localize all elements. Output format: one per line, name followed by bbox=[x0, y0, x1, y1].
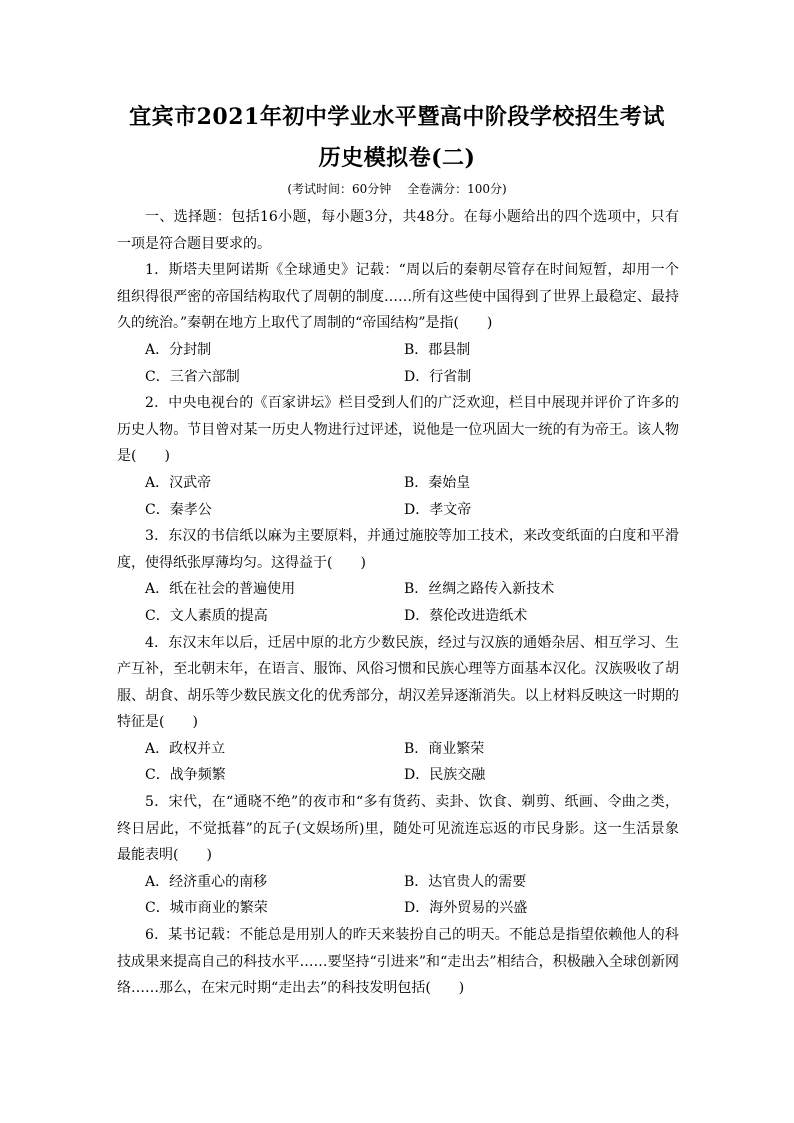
option-row bbox=[117, 364, 679, 391]
option-row bbox=[117, 470, 679, 497]
question-stem: 4．东汉末年以后，迁居中原的北方少数民族，经过与汉族的通婚杂居、相互学习、生产互补，至北朝末年，在语言、服饰、风俗习惯和民族心理等方面基本汉化。汉族吸收了胡服、胡食、胡乐等少数民族文化的优秀部分，胡汉差异逐渐消失。以上材料反映这一时期的特征是( ) bbox=[117, 634, 679, 731]
option-c[interactable]: C．战争频繁 bbox=[145, 767, 226, 784]
option-d[interactable]: D．民族交融 bbox=[404, 767, 486, 784]
option-a[interactable]: A．汉武帝 bbox=[145, 474, 212, 491]
option-c[interactable]: C．秦孝公 bbox=[145, 501, 212, 518]
option-d[interactable]: D．海外贸易的兴盛 bbox=[404, 900, 528, 917]
option-d[interactable]: D．蔡伦改进造纸术 bbox=[404, 607, 528, 624]
option-b[interactable]: B．商业繁荣 bbox=[404, 740, 485, 757]
option-row bbox=[117, 603, 679, 630]
question-stem: 3．东汉的书信纸以麻为主要原料，并通过施胶等加工技术，来改变纸面的白度和平滑度，使得纸张厚薄均匀。这得益于( ) bbox=[117, 528, 679, 571]
option-d[interactable]: D．行省制 bbox=[404, 368, 472, 385]
question-stem: 6．某书记载：不能总是用别人的昨天来装扮自己的明天。不能总是指望依赖他人的科技成果来提高自己的科技水平……要坚持“引进来”和“走出去”相结合，积极融入全球创新网络……那么，在宋元时期“走出去”的科技发明包括( ) bbox=[117, 927, 679, 997]
option-a[interactable]: A．政权并立 bbox=[145, 740, 226, 757]
option-c[interactable]: C．城市商业的繁荣 bbox=[145, 900, 268, 917]
option-a[interactable]: A．分封制 bbox=[145, 341, 212, 358]
option-row bbox=[117, 762, 679, 789]
option-row bbox=[117, 895, 679, 922]
exam-subtitle: 历史模拟卷(二) bbox=[318, 145, 476, 171]
option-c[interactable]: C．三省六部制 bbox=[145, 368, 240, 385]
option-b[interactable]: B．秦始皇 bbox=[404, 474, 471, 491]
exam-body bbox=[117, 204, 679, 1002]
question-stem: 5．宋代，在“通晓不绝”的夜市和“多有货药、卖卦、饮食、剃剪、纸画、令曲之类，终日居此，不觉抵暮”的瓦子(文娱场所)里，随处可见流连忘返的市民身影。这一生活景象最能表明( ) bbox=[117, 794, 679, 864]
exam-time: (考试时间：60分钟 bbox=[287, 182, 392, 196]
option-row bbox=[117, 497, 679, 524]
question-stem: 2．中央电视台的《百家讲坛》栏目受到人们的广泛欢迎，栏目中展现并评价了许多的历史人物。节目曾对某一历史人物进行过评述，说他是一位巩固大一统的有为帝王。该人物是( ) bbox=[117, 395, 679, 465]
option-b[interactable]: B．郡县制 bbox=[404, 341, 471, 358]
option-b[interactable]: B．丝绸之路传入新技术 bbox=[404, 581, 555, 598]
section-intro: 一、选择题：包括16小题，每小题3分，共48分。在每小题给出的四个选项中，只有一项是符合题目要求的。 bbox=[117, 209, 679, 252]
exam-title: 宜宾市2021年初中学业水平暨高中阶段学校招生考试 bbox=[129, 104, 665, 130]
option-a[interactable]: A．经济重心的南移 bbox=[145, 873, 268, 890]
full-score: 全卷满分：100分) bbox=[407, 182, 507, 196]
exam-info bbox=[0, 180, 794, 197]
option-a[interactable]: A．纸在社会的普遍使用 bbox=[145, 581, 296, 598]
option-row bbox=[117, 869, 679, 896]
option-row bbox=[117, 576, 679, 603]
option-d[interactable]: D．孝文帝 bbox=[404, 501, 472, 518]
question-stem: 1．斯塔夫里阿诺斯《全球通史》记载：“周以后的秦朝尽管存在时间短暂，却用一个组织得很严密的帝国结构取代了周朝的制度……所有这些使中国得到了世界上最稳定、最持久的统治。”秦朝在地方上取代了周制的“帝国结构”是指( ) bbox=[117, 262, 679, 332]
option-row bbox=[117, 337, 679, 364]
option-row bbox=[117, 736, 679, 763]
option-b[interactable]: B．达官贵人的需要 bbox=[404, 873, 527, 890]
option-c[interactable]: C．文人素质的提高 bbox=[145, 607, 268, 624]
